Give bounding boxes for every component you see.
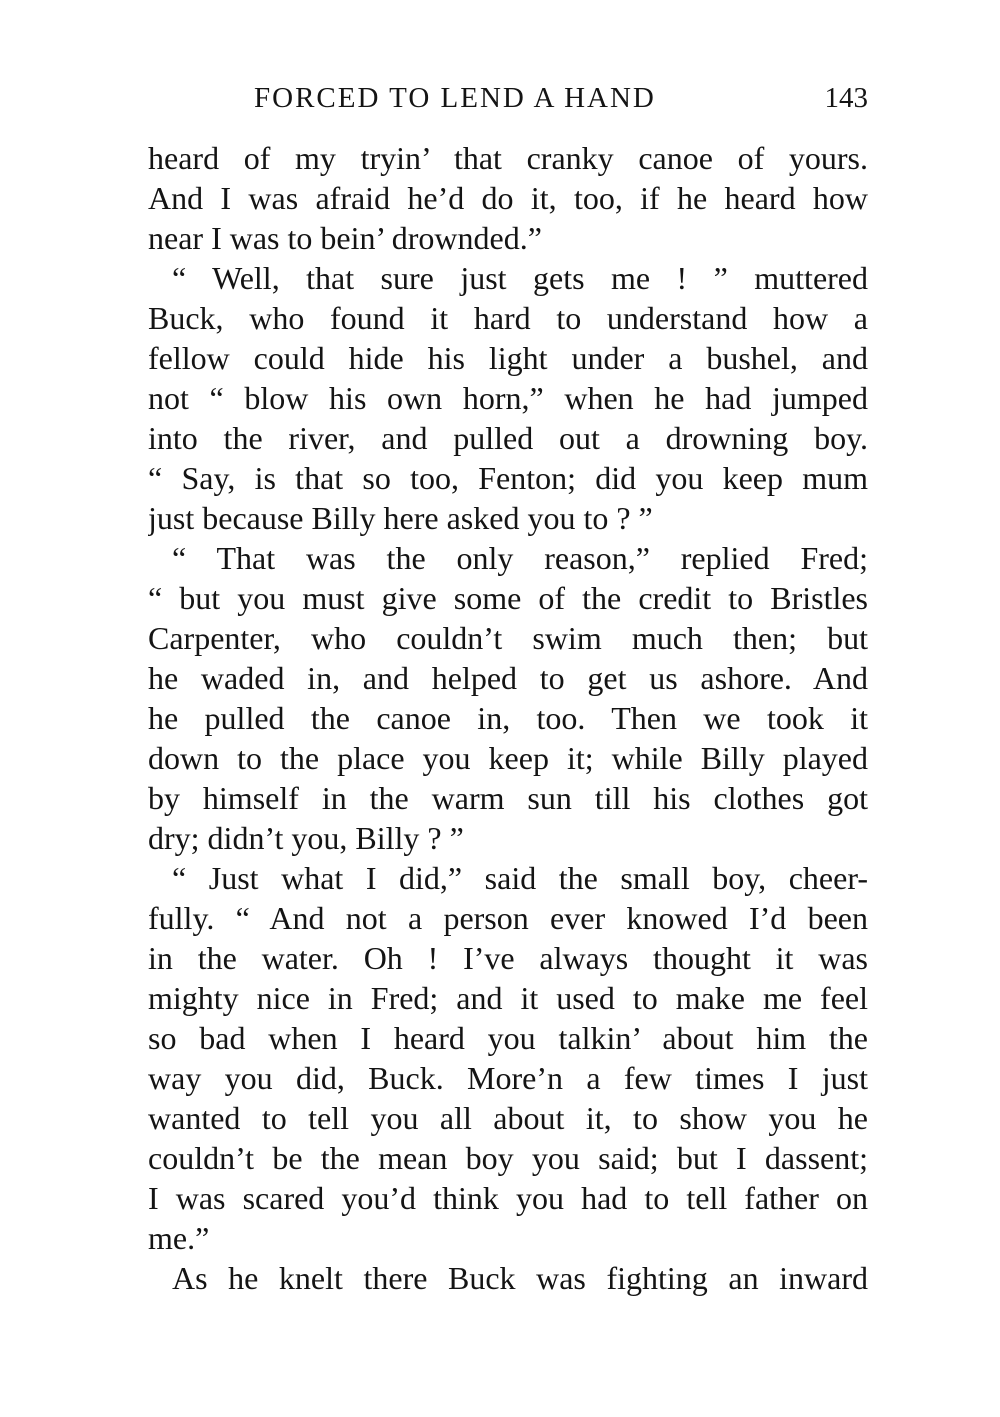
text-line: I was scared you’d think you had to tell father on bbox=[148, 1180, 868, 1216]
text-line: way you did, Buck. More’n a few times I just bbox=[148, 1060, 868, 1096]
text-line: “ Well, that sure just gets me ! ” muttered bbox=[172, 260, 868, 296]
text-line: Buck, who found it hard to understand how a bbox=[148, 300, 868, 336]
running-title: FORCED TO LEND A HAND bbox=[254, 82, 656, 114]
text-line: by himself in the warm sun till his clothes got bbox=[148, 780, 868, 816]
text-line: heard of my tryin’ that cranky canoe of yours. bbox=[148, 140, 868, 176]
text-line: dry; didn’t you, Billy ? ” bbox=[148, 820, 464, 856]
text-line: near I was to bein’ drownded.” bbox=[148, 220, 542, 256]
text-line: As he knelt there Buck was fighting an inward bbox=[172, 1260, 868, 1296]
running-head bbox=[148, 78, 868, 118]
text-line: just because Billy here asked you to ? ” bbox=[148, 500, 653, 536]
body-text bbox=[148, 138, 868, 1298]
text-line: so bad when I heard you talkin’ about him the bbox=[148, 1020, 868, 1056]
text-line: “ Just what I did,” said the small boy, cheer- bbox=[172, 860, 868, 896]
text-line: Carpenter, who couldn’t swim much then; but bbox=[148, 620, 868, 656]
text-line: in the water. Oh ! I’ve always thought it was bbox=[148, 940, 868, 976]
text-line: And I was afraid he’d do it, too, if he heard how bbox=[148, 180, 868, 216]
text-line: into the river, and pulled out a drowning boy. bbox=[148, 420, 868, 456]
text-line: he pulled the canoe in, too. Then we took it bbox=[148, 700, 868, 736]
page-number: 143 bbox=[824, 82, 868, 114]
text-line: mighty nice in Fred; and it used to make me feel bbox=[148, 980, 868, 1016]
text-line: fully. “ And not a person ever knowed I’d been bbox=[148, 900, 868, 936]
text-line: not “ blow his own horn,” when he had jumped bbox=[148, 380, 868, 416]
text-line: couldn’t be the mean boy you said; but I dassent; bbox=[148, 1140, 868, 1176]
text-line: “ but you must give some of the credit to Bristles bbox=[148, 580, 868, 616]
text-line: “ Say, is that so too, Fenton; did you keep mum bbox=[148, 460, 868, 496]
text-line: he waded in, and helped to get us ashore. And bbox=[148, 660, 868, 696]
text-line: wanted to tell you all about it, to show you he bbox=[148, 1100, 868, 1136]
text-line: me.” bbox=[148, 1220, 210, 1256]
text-line: “ That was the only reason,” replied Fred; bbox=[172, 540, 868, 576]
text-line: down to the place you keep it; while Billy played bbox=[148, 740, 868, 776]
text-line: fellow could hide his light under a bushel, and bbox=[148, 340, 868, 376]
